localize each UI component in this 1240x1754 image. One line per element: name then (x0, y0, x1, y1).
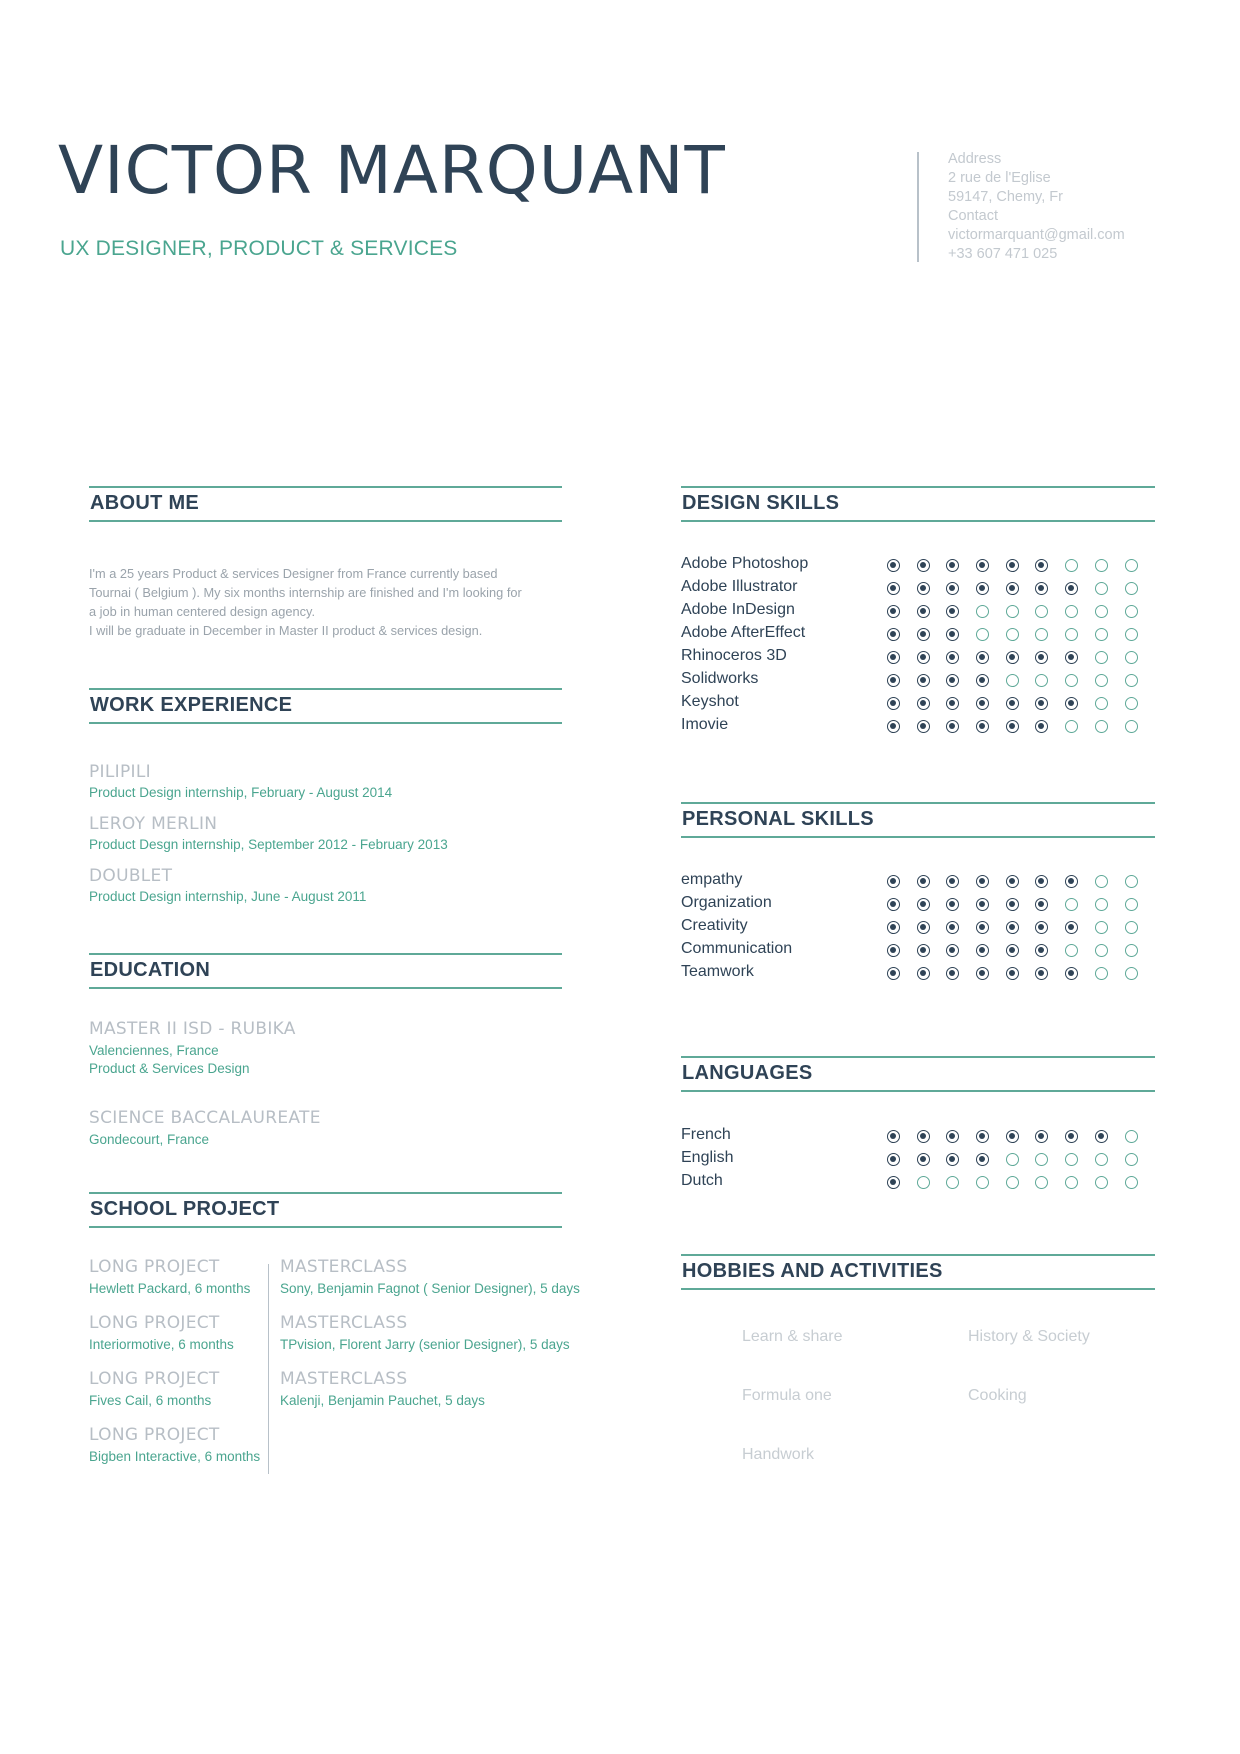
work-company: PILIPILI (89, 762, 151, 782)
rating-dot-filled (946, 559, 959, 572)
design-skill-label: Keyshot (681, 693, 739, 710)
rating-dot-filled (976, 898, 989, 911)
rating-dot-empty (1065, 944, 1078, 957)
rating-dot-empty (1125, 559, 1138, 572)
rating-dot-filled (946, 651, 959, 664)
rating-dot-empty (1125, 1130, 1138, 1143)
work-company: LEROY MERLIN (89, 814, 218, 834)
rating-dot-filled (1035, 898, 1048, 911)
rating-dot-empty (1065, 628, 1078, 641)
work-detail: Product Design internship, June - August 2011 (89, 889, 367, 904)
rating-dot-filled (887, 921, 900, 934)
rating-dot-filled (1006, 582, 1019, 595)
rating-dot-filled (887, 674, 900, 687)
rating-dot-filled (1035, 875, 1048, 888)
hobby-item: Cooking (968, 1387, 1027, 1404)
rating-dot-filled (1065, 875, 1078, 888)
rating-dot-filled (976, 875, 989, 888)
education-heading (89, 953, 562, 989)
rating-dot-filled (917, 967, 930, 980)
education-location: Valenciennes, France (89, 1043, 219, 1058)
design-skill-rating (887, 628, 1154, 644)
rating-dot-filled (887, 898, 900, 911)
rating-dot-empty (1095, 898, 1108, 911)
candidate-name: VICTOR MARQUANT (58, 132, 726, 209)
education-degree: MASTER II ISD - RUBIKA (89, 1019, 296, 1039)
rating-dot-filled (887, 967, 900, 980)
rating-dot-empty (1035, 605, 1048, 618)
personal-skill-rating (887, 944, 1154, 960)
rating-dot-filled (946, 628, 959, 641)
rating-dot-filled (946, 1130, 959, 1143)
education-program: Product & Services Design (89, 1061, 250, 1076)
masterclass-detail: TPvision, Florent Jarry (senior Designer), 5 days (280, 1337, 570, 1352)
about-line: a job in human centered design agency. (89, 604, 315, 619)
personal-skill-label: Creativity (681, 917, 748, 934)
rating-dot-empty (946, 1176, 959, 1189)
rating-dot-filled (976, 967, 989, 980)
rating-dot-filled (1006, 875, 1019, 888)
rating-dot-filled (1065, 921, 1078, 934)
rating-dot-filled (917, 720, 930, 733)
rating-dot-filled (887, 697, 900, 710)
rating-dot-filled (1006, 697, 1019, 710)
school-project-heading (89, 1192, 562, 1228)
contact-divider (917, 152, 919, 262)
rating-dot-empty (1006, 628, 1019, 641)
rating-dot-filled (976, 1153, 989, 1166)
long-project-title: LONG PROJECT (89, 1313, 220, 1333)
rating-dot-empty (976, 628, 989, 641)
rating-dot-empty (1095, 605, 1108, 618)
rating-dot-filled (976, 1130, 989, 1143)
rating-dot-empty (1006, 605, 1019, 618)
rating-dot-filled (976, 674, 989, 687)
rating-dot-filled (1035, 559, 1048, 572)
work-detail: Product Design internship, February - August 2014 (89, 785, 393, 800)
personal-skill-label: Communication (681, 940, 793, 957)
rating-dot-filled (1035, 1130, 1048, 1143)
contact-label: Contact (948, 208, 998, 224)
design-skill-label: Rhinoceros 3D (681, 647, 787, 664)
masterclass-title: MASTERCLASS (280, 1369, 408, 1389)
rating-dot-filled (887, 1153, 900, 1166)
masterclass-title: MASTERCLASS (280, 1257, 408, 1277)
rating-dot-empty (1095, 697, 1108, 710)
long-project-detail: Interiormotive, 6 months (89, 1337, 234, 1352)
rating-dot-filled (946, 697, 959, 710)
long-project-detail: Fives Cail, 6 months (89, 1393, 212, 1408)
rating-dot-filled (917, 898, 930, 911)
rating-dot-filled (887, 1176, 900, 1189)
contact-block (948, 150, 1125, 264)
rating-dot-filled (1065, 1130, 1078, 1143)
rating-dot-empty (1125, 967, 1138, 980)
work-heading-text: WORK EXPERIENCE (90, 694, 293, 716)
rating-dot-filled (1006, 898, 1019, 911)
rating-dot-filled (917, 921, 930, 934)
masterclass-detail: Sony, Benjamin Fagnot ( Senior Designer), 5 days (280, 1281, 580, 1296)
rating-dot-filled (887, 875, 900, 888)
rating-dot-filled (1035, 697, 1048, 710)
design-skill-label: Solidworks (681, 670, 759, 687)
masterclass-detail: Kalenji, Benjamin Pauchet, 5 days (280, 1393, 485, 1408)
rating-dot-filled (887, 559, 900, 572)
personal-skill-label: empathy (681, 871, 743, 888)
rating-dot-filled (946, 1153, 959, 1166)
rating-dot-filled (917, 1130, 930, 1143)
language-rating (887, 1176, 1154, 1192)
rating-dot-filled (946, 921, 959, 934)
rating-dot-empty (1095, 582, 1108, 595)
rating-dot-filled (1006, 559, 1019, 572)
rating-dot-filled (976, 944, 989, 957)
rating-dot-filled (1006, 1130, 1019, 1143)
language-label: English (681, 1149, 734, 1166)
rating-dot-filled (946, 674, 959, 687)
rating-dot-filled (887, 720, 900, 733)
rating-dot-empty (1035, 628, 1048, 641)
rating-dot-filled (976, 720, 989, 733)
rating-dot-filled (887, 1130, 900, 1143)
project-column-divider (268, 1264, 269, 1474)
design-skill-label: Adobe Illustrator (681, 578, 798, 595)
rating-dot-filled (887, 944, 900, 957)
rating-dot-empty (1095, 944, 1108, 957)
design-skills-heading (681, 486, 1155, 522)
rating-dot-filled (1006, 921, 1019, 934)
rating-dot-empty (1095, 720, 1108, 733)
rating-dot-empty (1125, 875, 1138, 888)
rating-dot-filled (976, 697, 989, 710)
rating-dot-filled (887, 628, 900, 641)
rating-dot-empty (1095, 559, 1108, 572)
personal-skill-rating (887, 875, 1154, 891)
rating-dot-filled (946, 875, 959, 888)
rating-dot-filled (976, 921, 989, 934)
school-project-heading-text: SCHOOL PROJECT (90, 1198, 280, 1220)
personal-skill-rating (887, 967, 1154, 983)
education-degree: SCIENCE BACCALAUREATE (89, 1108, 321, 1128)
rating-dot-filled (1035, 582, 1048, 595)
design-skill-rating (887, 605, 1154, 621)
rating-dot-filled (887, 651, 900, 664)
rating-dot-filled (1006, 944, 1019, 957)
rating-dot-empty (1125, 605, 1138, 618)
rating-dot-empty (1125, 944, 1138, 957)
long-project-title: LONG PROJECT (89, 1425, 220, 1445)
rating-dot-filled (1006, 651, 1019, 664)
language-label: Dutch (681, 1172, 723, 1189)
hobby-item: Handwork (742, 1446, 815, 1463)
work-heading (89, 688, 562, 724)
rating-dot-empty (1065, 1176, 1078, 1189)
rating-dot-empty (1065, 720, 1078, 733)
design-skill-label: Imovie (681, 716, 729, 733)
design-skill-label: Adobe Photoshop (681, 555, 809, 572)
rating-dot-empty (1125, 674, 1138, 687)
work-detail: Product Desgn internship, September 2012 - February 2013 (89, 837, 448, 852)
rating-dot-filled (946, 582, 959, 595)
hobbies-heading (681, 1254, 1155, 1290)
rating-dot-empty (1065, 1153, 1078, 1166)
design-skill-rating (887, 720, 1154, 736)
email: victormarquant@gmail.com (948, 227, 1125, 243)
design-skills-heading-text: DESIGN SKILLS (682, 492, 840, 514)
rating-dot-empty (1035, 1176, 1048, 1189)
rating-dot-empty (1125, 651, 1138, 664)
rating-dot-filled (917, 674, 930, 687)
rating-dot-empty (1095, 651, 1108, 664)
rating-dot-empty (1125, 628, 1138, 641)
language-rating (887, 1153, 1154, 1169)
rating-dot-empty (976, 1176, 989, 1189)
rating-dot-empty (1125, 582, 1138, 595)
rating-dot-filled (887, 582, 900, 595)
hobbies-heading-text: HOBBIES AND ACTIVITIES (682, 1260, 943, 1282)
rating-dot-filled (917, 875, 930, 888)
rating-dot-empty (1065, 605, 1078, 618)
rating-dot-empty (1095, 674, 1108, 687)
rating-dot-empty (1125, 1153, 1138, 1166)
rating-dot-empty (1095, 921, 1108, 934)
rating-dot-empty (1125, 720, 1138, 733)
design-skill-label: Adobe InDesign (681, 601, 795, 618)
rating-dot-empty (1095, 967, 1108, 980)
rating-dot-empty (1065, 559, 1078, 572)
rating-dot-empty (1006, 1176, 1019, 1189)
design-skill-rating (887, 651, 1154, 667)
rating-dot-filled (917, 628, 930, 641)
rating-dot-filled (917, 605, 930, 618)
about-heading (89, 486, 562, 522)
design-skill-rating (887, 674, 1154, 690)
about-heading-text: ABOUT ME (90, 492, 200, 514)
rating-dot-filled (946, 967, 959, 980)
job-title: UX DESIGNER, PRODUCT & SERVICES (60, 237, 458, 260)
rating-dot-filled (1035, 651, 1048, 664)
rating-dot-filled (1065, 582, 1078, 595)
rating-dot-empty (976, 605, 989, 618)
languages-heading-text: LANGUAGES (682, 1062, 813, 1084)
rating-dot-empty (1095, 875, 1108, 888)
education-location: Gondecourt, France (89, 1132, 210, 1147)
long-project-detail: Hewlett Packard, 6 months (89, 1281, 251, 1296)
language-rating (887, 1130, 1154, 1146)
education-heading-text: EDUCATION (90, 959, 211, 981)
rating-dot-empty (1065, 898, 1078, 911)
rating-dot-empty (1035, 1153, 1048, 1166)
hobby-item: History & Society (968, 1328, 1090, 1345)
rating-dot-filled (946, 944, 959, 957)
rating-dot-empty (1125, 1176, 1138, 1189)
rating-dot-filled (917, 651, 930, 664)
address-label: Address (948, 151, 1002, 167)
rating-dot-filled (917, 944, 930, 957)
about-line: I'm a 25 years Product & services Designer from France currently based (89, 566, 498, 581)
long-project-title: LONG PROJECT (89, 1257, 220, 1277)
rating-dot-empty (1095, 628, 1108, 641)
rating-dot-filled (1035, 967, 1048, 980)
rating-dot-filled (1006, 720, 1019, 733)
rating-dot-filled (946, 720, 959, 733)
rating-dot-filled (917, 1153, 930, 1166)
rating-dot-filled (976, 559, 989, 572)
rating-dot-filled (917, 697, 930, 710)
rating-dot-filled (1065, 697, 1078, 710)
languages-heading (681, 1056, 1155, 1092)
phone: +33 607 471 025 (948, 246, 1058, 262)
rating-dot-empty (1035, 674, 1048, 687)
rating-dot-empty (1125, 697, 1138, 710)
rating-dot-filled (976, 651, 989, 664)
design-skill-rating (887, 582, 1154, 598)
rating-dot-filled (946, 605, 959, 618)
personal-skill-rating (887, 921, 1154, 937)
rating-dot-filled (1095, 1130, 1108, 1143)
personal-skill-label: Teamwork (681, 963, 754, 980)
work-company: DOUBLET (89, 866, 173, 886)
long-project-title: LONG PROJECT (89, 1369, 220, 1389)
personal-skill-rating (887, 898, 1154, 914)
design-skill-rating (887, 697, 1154, 713)
rating-dot-empty (917, 1176, 930, 1189)
hobby-item: Formula one (742, 1387, 832, 1404)
rating-dot-filled (1035, 921, 1048, 934)
rating-dot-empty (1065, 674, 1078, 687)
rating-dot-filled (976, 582, 989, 595)
address-street: 2 rue de l'Eglise (948, 170, 1051, 186)
personal-skills-heading-text: PERSONAL SKILLS (682, 808, 874, 830)
hobby-item: Learn & share (742, 1328, 843, 1345)
rating-dot-filled (1035, 720, 1048, 733)
long-project-detail: Bigben Interactive, 6 months (89, 1449, 261, 1464)
rating-dot-filled (917, 582, 930, 595)
about-text (89, 564, 569, 640)
rating-dot-filled (1065, 967, 1078, 980)
design-skill-rating (887, 559, 1154, 575)
address-city: 59147, Chemy, Fr (948, 189, 1063, 205)
rating-dot-filled (1006, 967, 1019, 980)
rating-dot-empty (1095, 1176, 1108, 1189)
design-skill-label: Adobe AfterEffect (681, 624, 806, 641)
rating-dot-empty (1125, 921, 1138, 934)
about-line: I will be graduate in December in Master II product & services design. (89, 623, 483, 638)
rating-dot-empty (1006, 674, 1019, 687)
masterclass-title: MASTERCLASS (280, 1313, 408, 1333)
rating-dot-filled (946, 898, 959, 911)
rating-dot-empty (1006, 1153, 1019, 1166)
rating-dot-filled (1065, 651, 1078, 664)
personal-skills-heading (681, 802, 1155, 838)
rating-dot-filled (1035, 944, 1048, 957)
rating-dot-filled (917, 559, 930, 572)
rating-dot-filled (887, 605, 900, 618)
rating-dot-empty (1125, 898, 1138, 911)
rating-dot-empty (1095, 1153, 1108, 1166)
about-line: Tournai ( Belgium ). My six months internship are finished and I'm looking for (89, 585, 522, 600)
personal-skill-label: Organization (681, 894, 772, 911)
language-label: French (681, 1126, 731, 1143)
